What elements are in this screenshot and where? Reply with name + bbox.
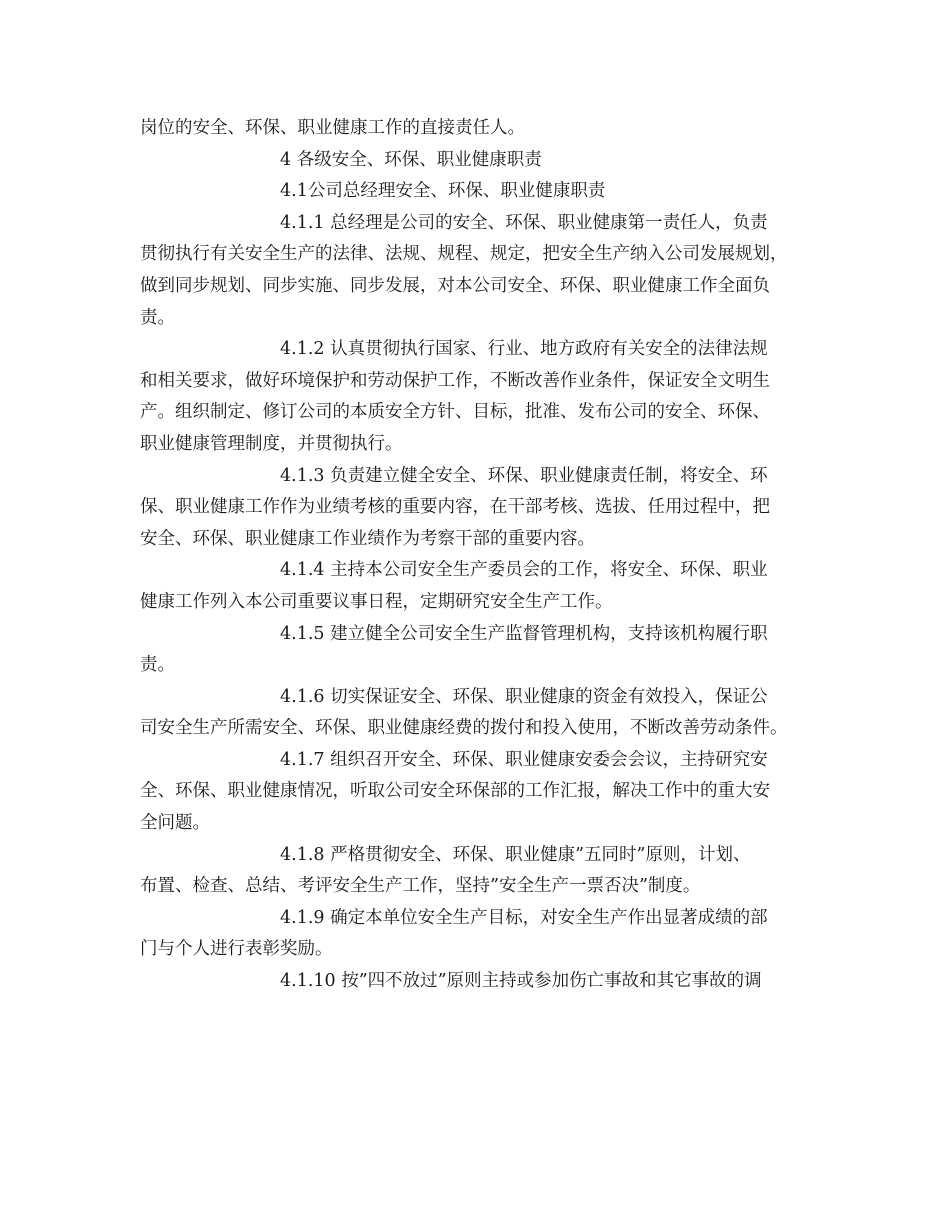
subsection-heading: 4.1公司总经理安全、环保、职业健康职责 (280, 181, 606, 202)
section-heading: 4 各级安全、环保、职业健康职责 (280, 149, 542, 170)
text-line: 全问题。 (140, 813, 210, 834)
text-line: 全、环保、职业健康情况，听取公司安全环保部的工作汇报，解决工作中的重大安 (140, 781, 770, 802)
text-line: 保、职业健康工作作为业绩考核的重要内容，在干部考核、选拔、任用过程中，把 (140, 497, 770, 518)
text-line: 健康工作列入本公司重要议事日程，定期研究安全生产工作。 (140, 591, 613, 612)
text-line: 责。 (140, 307, 175, 328)
text-line: 贯彻执行有关安全生产的法律、法规、规程、规定，把安全生产纳入公司发展规划， (140, 244, 788, 265)
clause-4-1-4: 4.1.4 主持本公司安全生产委员会的工作，将安全、环保、职业 (280, 560, 768, 581)
clause-4-1-2: 4.1.2 认真贯彻执行国家、行业、地方政府有关安全的法律法规 (280, 339, 768, 360)
clause-4-1-9: 4.1.9 确定本单位安全生产目标，对安全生产作出显著成绩的部 (280, 907, 768, 928)
text-line: 门与个人进行表彰奖励。 (140, 939, 333, 960)
text-line: 司安全生产所需安全、环保、职业健康经费的拨付和投入使用，不断改善劳动条件。 (140, 718, 788, 739)
text-line: 安全、环保、职业健康工作业绩作为考察干部的重要内容。 (140, 528, 595, 549)
clause-4-1-8: 4.1.8 严格贯彻安全、环保、职业健康”五同时”原则，计划、 (280, 844, 751, 865)
document-body (140, 113, 820, 998)
clause-4-1-10: 4.1.10 按”四不放过”原则主持或参加伤亡事故和其它事故的调 (280, 971, 762, 992)
text-line: 责。 (140, 655, 175, 676)
text-line: 产。组织制定、修订公司的本质安全方针、目标，批准、发布公司的安全、环保、 (140, 402, 770, 423)
text-line: 岗位的安全、环保、职业健康工作的直接责任人。 (140, 118, 525, 138)
clause-4-1-7: 4.1.7 组织召开安全、环保、职业健康安委会会议，主持研究安 (280, 749, 768, 770)
clause-4-1-3: 4.1.3 负责建立健全安全、环保、职业健康责任制，将安全、环 (280, 465, 768, 486)
clause-4-1-6: 4.1.6 切实保证安全、环保、职业健康的资金有效投入，保证公 (280, 686, 768, 707)
text-line: 和相关要求，做好环境保护和劳动保护工作，不断改善作业条件，保证安全文明生 (140, 370, 770, 391)
clause-4-1-1: 4.1.1 总经理是公司的安全、环保、职业健康第一责任人，负责 (280, 212, 768, 233)
clause-4-1-5: 4.1.5 建立健全公司安全生产监督管理机构，支持该机构履行职 (280, 623, 768, 644)
text-line: 布置、检查、总结、考评安全生产工作，坚持”安全生产一票否决”制度。 (140, 876, 701, 897)
text-line: 做到同步规划、同步实施、同步发展，对本公司安全、环保、职业健康工作全面负 (140, 275, 770, 296)
text-line: 职业健康管理制度，并贯彻执行。 (140, 433, 403, 454)
